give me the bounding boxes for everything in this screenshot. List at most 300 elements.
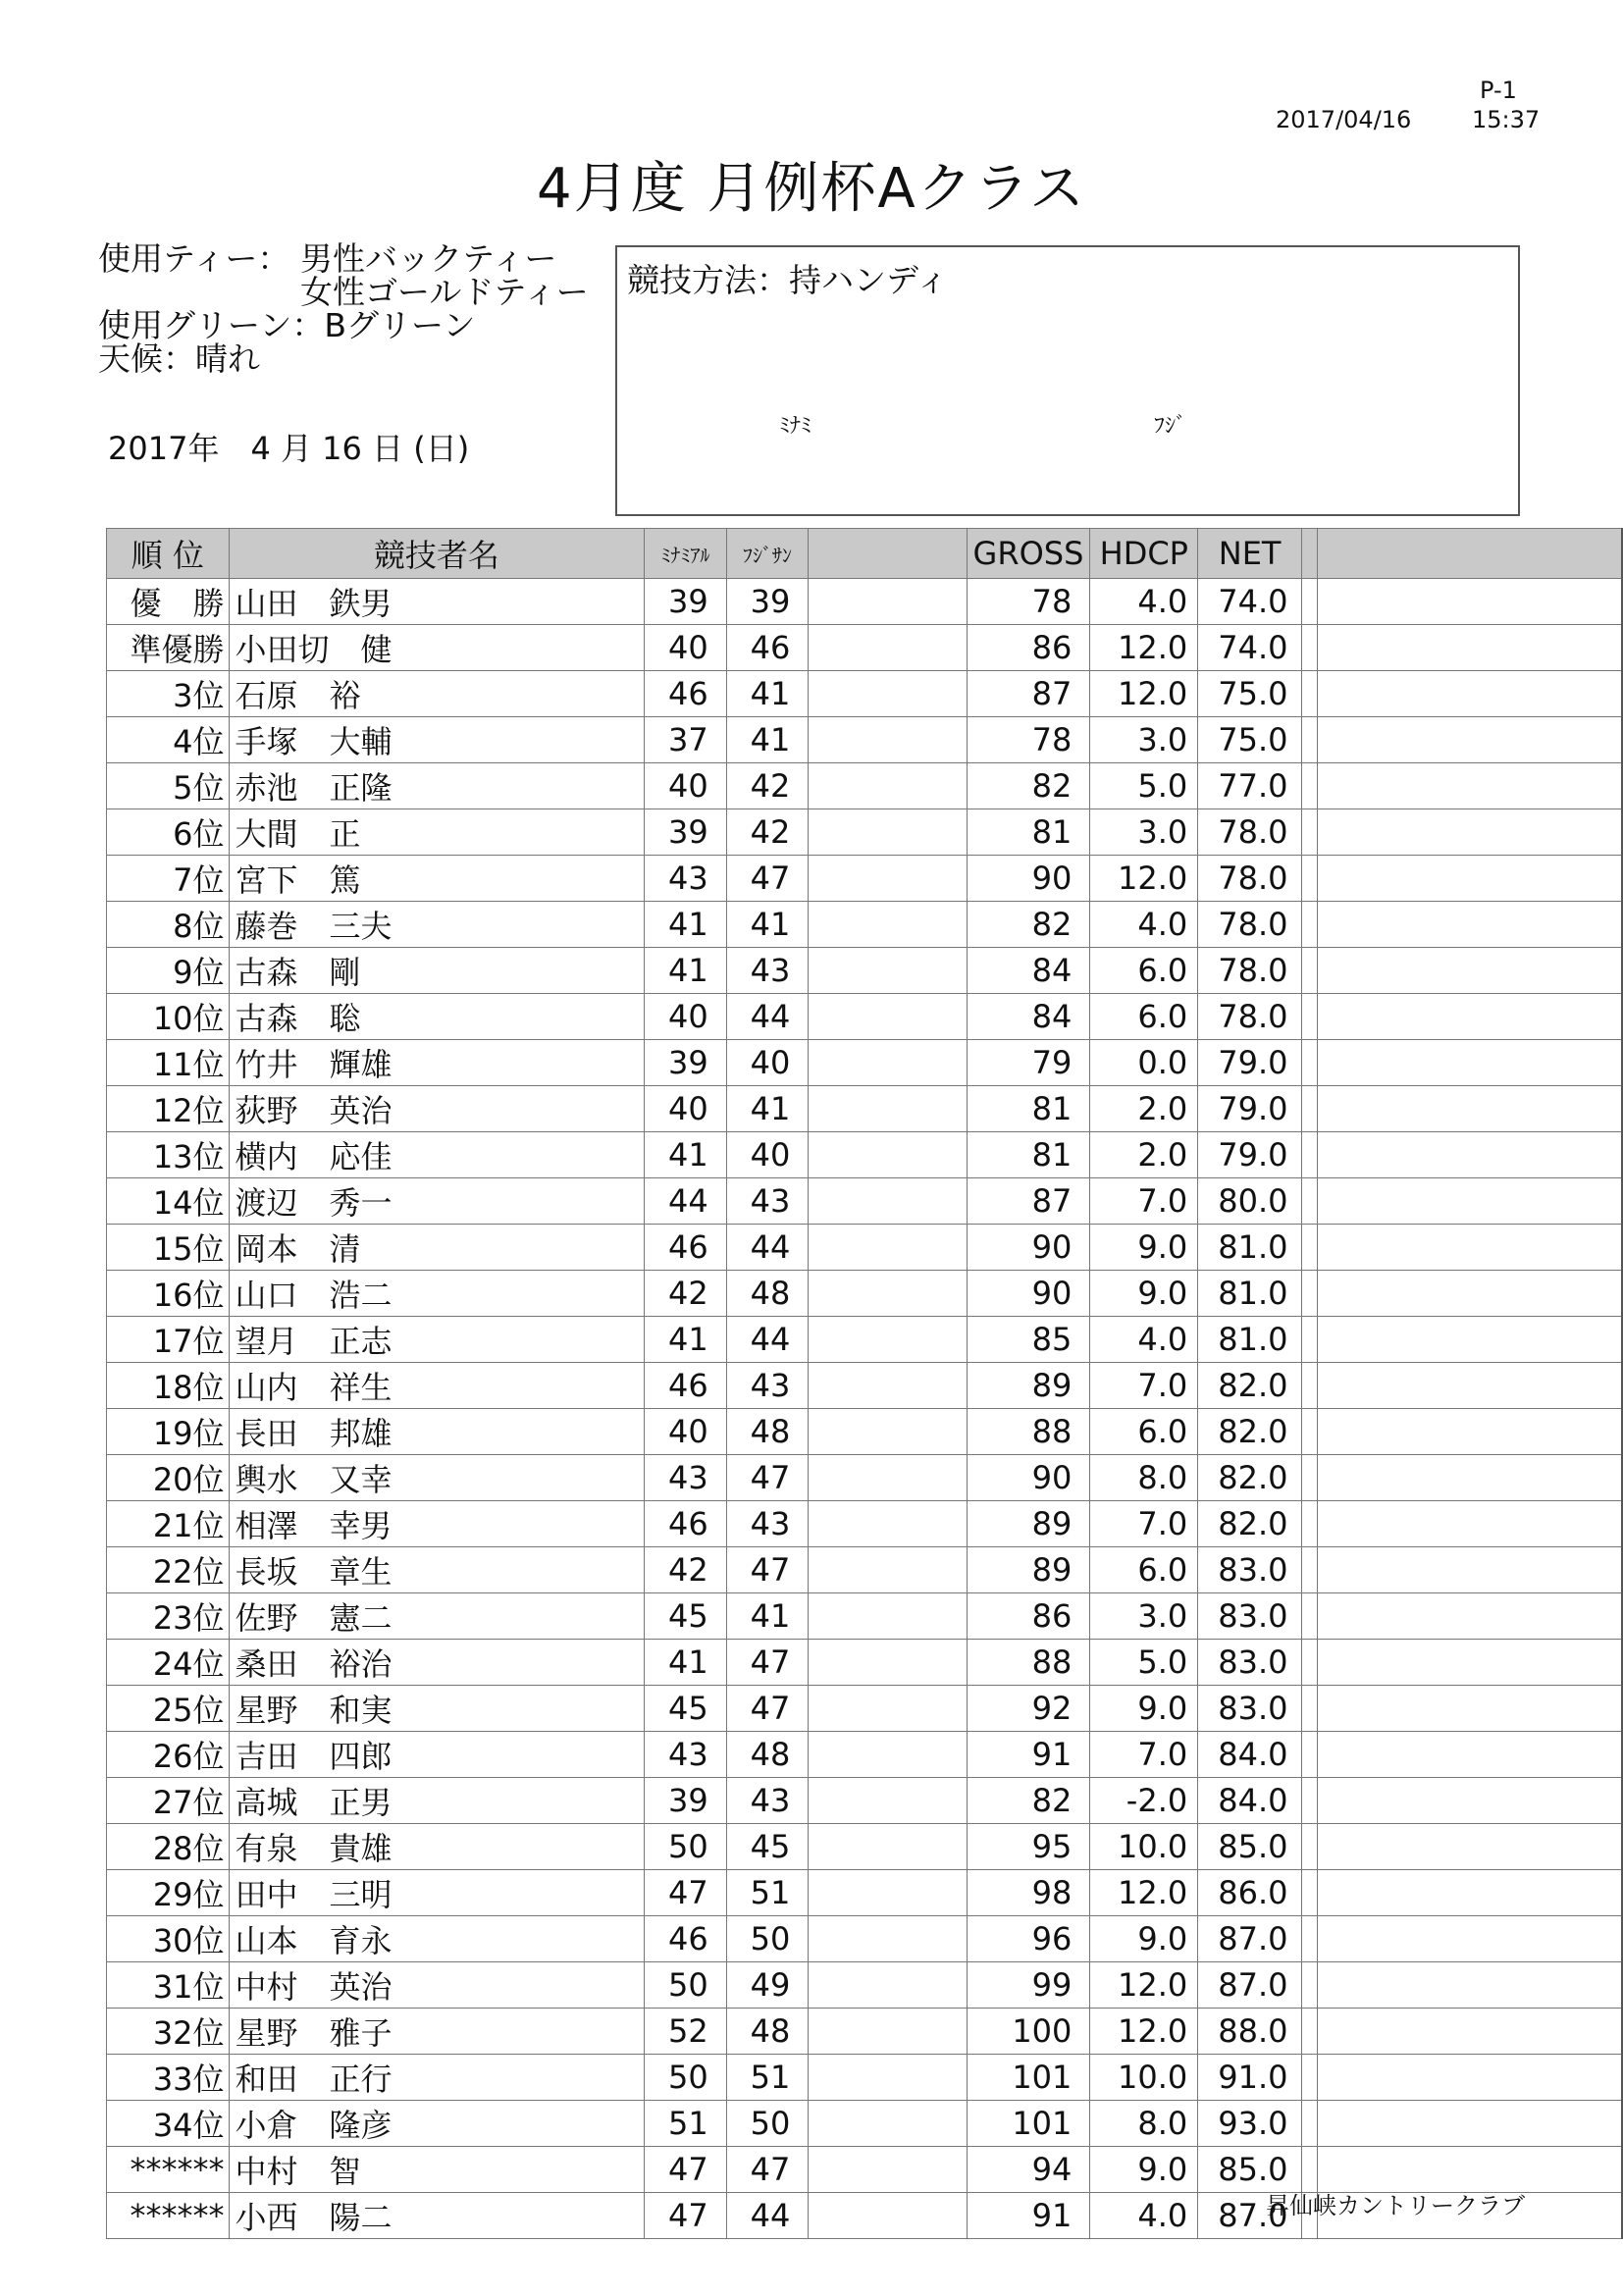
name-cell: 輿水 又幸 bbox=[229, 1455, 645, 1501]
hdcp-value: 0.0 bbox=[1090, 1040, 1198, 1086]
course-a-score: 46 bbox=[645, 671, 727, 717]
rank-cell: 9位 bbox=[107, 948, 230, 994]
blank-cell bbox=[809, 902, 967, 948]
name-cell: 望月 正志 bbox=[229, 1317, 645, 1363]
hdcp-value: 5.0 bbox=[1090, 1640, 1198, 1686]
blank-cell bbox=[809, 994, 967, 1040]
hdcp-value: 8.0 bbox=[1090, 1455, 1198, 1501]
course-b-score: 41 bbox=[726, 717, 809, 763]
course-b-score: 47 bbox=[726, 2147, 809, 2193]
gap-cell bbox=[1302, 2009, 1318, 2055]
net-score: 81.0 bbox=[1198, 1317, 1302, 1363]
rank-cell: 25位 bbox=[107, 1686, 230, 1732]
gross-score: 84 bbox=[967, 994, 1090, 1040]
table-row bbox=[107, 671, 1623, 717]
tail-cell bbox=[1317, 1501, 1622, 1547]
tail-cell bbox=[1317, 2009, 1622, 2055]
hdcp-value: 2.0 bbox=[1090, 1132, 1198, 1178]
net-score: 87.0 bbox=[1198, 2193, 1302, 2239]
gap-cell bbox=[1302, 948, 1318, 994]
hdcp-value: 12.0 bbox=[1090, 625, 1198, 671]
name-cell: 手塚 大輔 bbox=[229, 717, 645, 763]
gross-score: 82 bbox=[967, 763, 1090, 809]
course-a-score: 43 bbox=[645, 1455, 727, 1501]
blank-cell bbox=[809, 809, 967, 856]
hdcp-value: 4.0 bbox=[1090, 902, 1198, 948]
course-b-score: 40 bbox=[726, 1132, 809, 1178]
weather-info: 天候：晴れ bbox=[98, 339, 260, 378]
gap-cell bbox=[1302, 579, 1318, 625]
table-row bbox=[107, 1824, 1623, 1870]
tail-cell bbox=[1317, 1363, 1622, 1409]
gap-cell bbox=[1302, 1455, 1318, 1501]
gap-cell bbox=[1302, 1916, 1318, 1962]
gross-score: 90 bbox=[967, 1455, 1090, 1501]
course-a-score: 41 bbox=[645, 948, 727, 994]
gross-score: 81 bbox=[967, 1086, 1090, 1132]
gross-score: 99 bbox=[967, 1962, 1090, 2009]
table-row bbox=[107, 1178, 1623, 1225]
net-score: 78.0 bbox=[1198, 994, 1302, 1040]
gap-cell bbox=[1302, 1824, 1318, 1870]
net-score: 81.0 bbox=[1198, 1271, 1302, 1317]
hdcp-value: 6.0 bbox=[1090, 994, 1198, 1040]
blank-cell bbox=[809, 1409, 967, 1455]
course-b-score: 50 bbox=[726, 1916, 809, 1962]
name-cell: 相澤 幸男 bbox=[229, 1501, 645, 1547]
course-a-score: 47 bbox=[645, 2193, 727, 2239]
hdcp-value: 10.0 bbox=[1090, 1824, 1198, 1870]
table-row bbox=[107, 1547, 1623, 1593]
gross-score: 81 bbox=[967, 1132, 1090, 1178]
gap-cell bbox=[1302, 994, 1318, 1040]
table-row bbox=[107, 1916, 1623, 1962]
name-cell: 荻野 英治 bbox=[229, 1086, 645, 1132]
net-score: 79.0 bbox=[1198, 1040, 1302, 1086]
tail-cell bbox=[1317, 1593, 1622, 1640]
gross-score: 82 bbox=[967, 1778, 1090, 1824]
blank-cell bbox=[809, 1640, 967, 1686]
rank-cell: 16位 bbox=[107, 1271, 230, 1317]
course-a-score: 46 bbox=[645, 1363, 727, 1409]
table-header-row bbox=[107, 529, 1623, 579]
table-row bbox=[107, 2055, 1623, 2101]
net-score: 86.0 bbox=[1198, 1870, 1302, 1916]
header-course-b: ﾌｼﾞｻﾝ bbox=[726, 529, 809, 579]
green-info: 使用グリーン：Bグリーン bbox=[98, 306, 476, 344]
course-a-score: 40 bbox=[645, 1409, 727, 1455]
rank-cell: 17位 bbox=[107, 1317, 230, 1363]
rank-cell: 27位 bbox=[107, 1778, 230, 1824]
rank-cell: 6位 bbox=[107, 809, 230, 856]
tail-cell bbox=[1317, 1870, 1622, 1916]
gross-score: 82 bbox=[967, 902, 1090, 948]
net-score: 74.0 bbox=[1198, 625, 1302, 671]
course-a-score: 39 bbox=[645, 1040, 727, 1086]
course-b-score: 46 bbox=[726, 625, 809, 671]
table-row bbox=[107, 717, 1623, 763]
rank-cell: 21位 bbox=[107, 1501, 230, 1547]
course-a-score: 41 bbox=[645, 1640, 727, 1686]
gap-cell bbox=[1302, 1732, 1318, 1778]
net-score: 77.0 bbox=[1198, 763, 1302, 809]
course-b-score: 41 bbox=[726, 671, 809, 717]
page-number: P-1 bbox=[1480, 77, 1517, 104]
name-cell: 大間 正 bbox=[229, 809, 645, 856]
tail-cell bbox=[1317, 1640, 1622, 1686]
name-cell: 中村 英治 bbox=[229, 1962, 645, 2009]
competition-method-box bbox=[615, 245, 1520, 516]
name-cell: 竹井 輝雄 bbox=[229, 1040, 645, 1086]
course-b-score: 42 bbox=[726, 763, 809, 809]
blank-cell bbox=[809, 1317, 967, 1363]
name-cell: 古森 聡 bbox=[229, 994, 645, 1040]
tail-cell bbox=[1317, 625, 1622, 671]
gap-cell bbox=[1302, 1640, 1318, 1686]
course-b-score: 41 bbox=[726, 902, 809, 948]
hdcp-value: 10.0 bbox=[1090, 2055, 1198, 2101]
gap-cell bbox=[1302, 1225, 1318, 1271]
course-b-score: 43 bbox=[726, 1501, 809, 1547]
course-a-score: 47 bbox=[645, 2147, 727, 2193]
course-a-score: 52 bbox=[645, 2009, 727, 2055]
gross-score: 81 bbox=[967, 809, 1090, 856]
course-a-score: 39 bbox=[645, 1778, 727, 1824]
gross-score: 87 bbox=[967, 671, 1090, 717]
table-row bbox=[107, 856, 1623, 902]
course-a-score: 39 bbox=[645, 809, 727, 856]
hdcp-value: 6.0 bbox=[1090, 1409, 1198, 1455]
hdcp-value: 9.0 bbox=[1090, 2147, 1198, 2193]
gap-cell bbox=[1302, 902, 1318, 948]
hdcp-value: 7.0 bbox=[1090, 1178, 1198, 1225]
tee-male: 男性バックティー bbox=[300, 239, 557, 278]
net-score: 80.0 bbox=[1198, 1178, 1302, 1225]
blank-cell bbox=[809, 2009, 967, 2055]
rank-cell: 4位 bbox=[107, 717, 230, 763]
rank-cell: 11位 bbox=[107, 1040, 230, 1086]
gap-cell bbox=[1302, 1132, 1318, 1178]
tail-cell bbox=[1317, 1778, 1622, 1824]
hdcp-value: 3.0 bbox=[1090, 1593, 1198, 1640]
net-score: 79.0 bbox=[1198, 1086, 1302, 1132]
gap-cell bbox=[1302, 1686, 1318, 1732]
course-b-score: 50 bbox=[726, 2101, 809, 2147]
rank-cell: 31位 bbox=[107, 1962, 230, 2009]
net-score: 91.0 bbox=[1198, 2055, 1302, 2101]
course-a-score: 51 bbox=[645, 2101, 727, 2147]
net-score: 82.0 bbox=[1198, 1501, 1302, 1547]
gap-cell bbox=[1302, 2101, 1318, 2147]
gross-score: 89 bbox=[967, 1501, 1090, 1547]
table-row bbox=[107, 809, 1623, 856]
table-row bbox=[107, 1501, 1623, 1547]
header-rank: 順 位 bbox=[107, 529, 230, 579]
net-score: 74.0 bbox=[1198, 579, 1302, 625]
hdcp-value: 4.0 bbox=[1090, 1317, 1198, 1363]
name-cell: 山本 育永 bbox=[229, 1916, 645, 1962]
blank-cell bbox=[809, 1501, 967, 1547]
header-hdcp: HDCP bbox=[1090, 529, 1198, 579]
blank-cell bbox=[809, 2147, 967, 2193]
hdcp-value: 8.0 bbox=[1090, 2101, 1198, 2147]
hdcp-value: 12.0 bbox=[1090, 1870, 1198, 1916]
course-a-score: 50 bbox=[645, 2055, 727, 2101]
name-cell: 渡辺 秀一 bbox=[229, 1178, 645, 1225]
print-date: 2017/04/16 bbox=[1276, 106, 1412, 133]
tail-cell bbox=[1317, 1178, 1622, 1225]
blank-cell bbox=[809, 1916, 967, 1962]
table-row bbox=[107, 625, 1623, 671]
gross-score: 86 bbox=[967, 625, 1090, 671]
net-score: 88.0 bbox=[1198, 2009, 1302, 2055]
table-row bbox=[107, 1870, 1623, 1916]
gap-cell bbox=[1302, 625, 1318, 671]
course-b-score: 48 bbox=[726, 1732, 809, 1778]
course-a-score: 39 bbox=[645, 579, 727, 625]
net-score: 83.0 bbox=[1198, 1640, 1302, 1686]
name-cell: 桑田 裕治 bbox=[229, 1640, 645, 1686]
hdcp-value: 12.0 bbox=[1090, 2009, 1198, 2055]
rank-cell: 29位 bbox=[107, 1870, 230, 1916]
rank-cell: 18位 bbox=[107, 1363, 230, 1409]
table-row bbox=[107, 1686, 1623, 1732]
table-row bbox=[107, 1132, 1623, 1178]
hdcp-value: 9.0 bbox=[1090, 1686, 1198, 1732]
results-table bbox=[106, 528, 1623, 2239]
gross-score: 85 bbox=[967, 1317, 1090, 1363]
course-b-score: 47 bbox=[726, 1640, 809, 1686]
course-b-score: 44 bbox=[726, 994, 809, 1040]
gap-cell bbox=[1302, 1501, 1318, 1547]
table-row bbox=[107, 1778, 1623, 1824]
blank-cell bbox=[809, 1686, 967, 1732]
table-row bbox=[107, 1040, 1623, 1086]
header-course-a: ﾐﾅﾐｱﾙ bbox=[645, 529, 727, 579]
hdcp-value: 7.0 bbox=[1090, 1732, 1198, 1778]
blank-cell bbox=[809, 1778, 967, 1824]
rank-cell: 12位 bbox=[107, 1086, 230, 1132]
gross-score: 90 bbox=[967, 1271, 1090, 1317]
name-cell: 長坂 章生 bbox=[229, 1547, 645, 1593]
course-b-score: 43 bbox=[726, 1178, 809, 1225]
gross-score: 87 bbox=[967, 1178, 1090, 1225]
net-score: 93.0 bbox=[1198, 2101, 1302, 2147]
course-b-score: 47 bbox=[726, 1547, 809, 1593]
course-b-score: 47 bbox=[726, 1686, 809, 1732]
gap-cell bbox=[1302, 1870, 1318, 1916]
net-score: 82.0 bbox=[1198, 1455, 1302, 1501]
rank-cell: 8位 bbox=[107, 902, 230, 948]
hdcp-value: 9.0 bbox=[1090, 1225, 1198, 1271]
course-a-label: ﾐﾅﾐ bbox=[779, 414, 812, 439]
course-a-score: 43 bbox=[645, 1732, 727, 1778]
tail-cell bbox=[1317, 1686, 1622, 1732]
gross-score: 94 bbox=[967, 2147, 1090, 2193]
rank-cell: 14位 bbox=[107, 1178, 230, 1225]
course-a-score: 40 bbox=[645, 994, 727, 1040]
gross-score: 101 bbox=[967, 2055, 1090, 2101]
net-score: 81.0 bbox=[1198, 1225, 1302, 1271]
tail-cell bbox=[1317, 1132, 1622, 1178]
name-cell: 佐野 憲二 bbox=[229, 1593, 645, 1640]
gap-cell bbox=[1302, 671, 1318, 717]
gap-cell bbox=[1302, 1271, 1318, 1317]
blank-cell bbox=[809, 948, 967, 994]
club-name: 昇仙峡カントリークラブ bbox=[1266, 2192, 1525, 2219]
course-a-score: 43 bbox=[645, 856, 727, 902]
gap-cell bbox=[1302, 717, 1318, 763]
course-b-score: 48 bbox=[726, 1271, 809, 1317]
course-a-score: 40 bbox=[645, 763, 727, 809]
gap-cell bbox=[1302, 1962, 1318, 2009]
rank-cell: 23位 bbox=[107, 1593, 230, 1640]
course-b-score: 44 bbox=[726, 1317, 809, 1363]
blank-cell bbox=[809, 856, 967, 902]
table-row bbox=[107, 1732, 1623, 1778]
blank-cell bbox=[809, 1547, 967, 1593]
net-score: 85.0 bbox=[1198, 2147, 1302, 2193]
hdcp-value: 3.0 bbox=[1090, 809, 1198, 856]
course-b-score: 42 bbox=[726, 809, 809, 856]
rank-cell: 28位 bbox=[107, 1824, 230, 1870]
hdcp-value: 4.0 bbox=[1090, 579, 1198, 625]
blank-cell bbox=[809, 1732, 967, 1778]
tail-cell bbox=[1317, 902, 1622, 948]
course-a-score: 47 bbox=[645, 1870, 727, 1916]
hdcp-value: 12.0 bbox=[1090, 856, 1198, 902]
net-score: 82.0 bbox=[1198, 1409, 1302, 1455]
net-score: 85.0 bbox=[1198, 1824, 1302, 1870]
blank-cell bbox=[809, 763, 967, 809]
gross-score: 89 bbox=[967, 1547, 1090, 1593]
gap-cell bbox=[1302, 1547, 1318, 1593]
tail-cell bbox=[1317, 717, 1622, 763]
gross-score: 91 bbox=[967, 2193, 1090, 2239]
blank-cell bbox=[809, 1086, 967, 1132]
net-score: 78.0 bbox=[1198, 856, 1302, 902]
tail-cell bbox=[1317, 763, 1622, 809]
hdcp-value: 9.0 bbox=[1090, 1271, 1198, 1317]
name-cell: 中村 智 bbox=[229, 2147, 645, 2193]
gap-cell bbox=[1302, 1409, 1318, 1455]
hdcp-value: 6.0 bbox=[1090, 948, 1198, 994]
table-row bbox=[107, 763, 1623, 809]
blank-cell bbox=[809, 2055, 967, 2101]
header-name: 競技者名 bbox=[229, 529, 645, 579]
blank-cell bbox=[809, 1132, 967, 1178]
rank-cell: 10位 bbox=[107, 994, 230, 1040]
tail-cell bbox=[1317, 948, 1622, 994]
course-b-score: 44 bbox=[726, 2193, 809, 2239]
gross-score: 78 bbox=[967, 717, 1090, 763]
gross-score: 90 bbox=[967, 1225, 1090, 1271]
rank-cell: 15位 bbox=[107, 1225, 230, 1271]
rank-cell: 13位 bbox=[107, 1132, 230, 1178]
blank-cell bbox=[809, 1363, 967, 1409]
gross-score: 88 bbox=[967, 1640, 1090, 1686]
tail-cell bbox=[1317, 1271, 1622, 1317]
gap-cell bbox=[1302, 1363, 1318, 1409]
blank-cell bbox=[809, 579, 967, 625]
course-b-score: 45 bbox=[726, 1824, 809, 1870]
gross-score: 98 bbox=[967, 1870, 1090, 1916]
course-a-score: 41 bbox=[645, 902, 727, 948]
gross-score: 89 bbox=[967, 1363, 1090, 1409]
tail-cell bbox=[1317, 2055, 1622, 2101]
tee-label: 使用ティー： bbox=[98, 239, 290, 278]
table-row bbox=[107, 1317, 1623, 1363]
course-a-score: 42 bbox=[645, 1547, 727, 1593]
course-a-score: 45 bbox=[645, 1686, 727, 1732]
tail-cell bbox=[1317, 1409, 1622, 1455]
course-b-score: 47 bbox=[726, 1455, 809, 1501]
course-a-score: 40 bbox=[645, 625, 727, 671]
header-gap bbox=[1302, 529, 1318, 579]
course-b-score: 41 bbox=[726, 1593, 809, 1640]
rank-cell: 優 勝 bbox=[107, 579, 230, 625]
method-label: 競技方法：持ハンディ bbox=[627, 261, 949, 299]
name-cell: 吉田 四郎 bbox=[229, 1732, 645, 1778]
hdcp-value: 12.0 bbox=[1090, 1962, 1198, 2009]
course-a-score: 44 bbox=[645, 1178, 727, 1225]
tail-cell bbox=[1317, 671, 1622, 717]
table-row bbox=[107, 1271, 1623, 1317]
course-b-score: 49 bbox=[726, 1962, 809, 2009]
tail-cell bbox=[1317, 1225, 1622, 1271]
name-cell: 宮下 篤 bbox=[229, 856, 645, 902]
blank-cell bbox=[809, 671, 967, 717]
course-b-score: 39 bbox=[726, 579, 809, 625]
course-a-score: 42 bbox=[645, 1271, 727, 1317]
table-row bbox=[107, 1593, 1623, 1640]
net-score: 78.0 bbox=[1198, 902, 1302, 948]
blank-cell bbox=[809, 1040, 967, 1086]
table-row bbox=[107, 1455, 1623, 1501]
header-net: NET bbox=[1198, 529, 1302, 579]
tail-cell bbox=[1317, 1732, 1622, 1778]
rank-cell: 3位 bbox=[107, 671, 230, 717]
gross-score: 86 bbox=[967, 1593, 1090, 1640]
table-row bbox=[107, 1640, 1623, 1686]
net-score: 78.0 bbox=[1198, 809, 1302, 856]
blank-cell bbox=[809, 717, 967, 763]
course-a-score: 41 bbox=[645, 1317, 727, 1363]
name-cell: 長田 邦雄 bbox=[229, 1409, 645, 1455]
course-a-score: 41 bbox=[645, 1132, 727, 1178]
net-score: 75.0 bbox=[1198, 671, 1302, 717]
blank-cell bbox=[809, 1178, 967, 1225]
blank-cell bbox=[809, 1455, 967, 1501]
course-a-score: 37 bbox=[645, 717, 727, 763]
hdcp-value: 4.0 bbox=[1090, 2193, 1198, 2239]
course-b-score: 51 bbox=[726, 2055, 809, 2101]
gross-score: 92 bbox=[967, 1686, 1090, 1732]
net-score: 83.0 bbox=[1198, 1593, 1302, 1640]
course-b-score: 40 bbox=[726, 1040, 809, 1086]
tail-cell bbox=[1317, 1040, 1622, 1086]
blank-cell bbox=[809, 625, 967, 671]
name-cell: 横内 応佳 bbox=[229, 1132, 645, 1178]
blank-cell bbox=[809, 1271, 967, 1317]
rank-cell: 19位 bbox=[107, 1409, 230, 1455]
blank-cell bbox=[809, 2193, 967, 2239]
course-b-score: 48 bbox=[726, 1409, 809, 1455]
hdcp-value: 6.0 bbox=[1090, 1547, 1198, 1593]
name-cell: 藤巻 三夫 bbox=[229, 902, 645, 948]
blank-cell bbox=[809, 1962, 967, 2009]
course-b-score: 47 bbox=[726, 856, 809, 902]
